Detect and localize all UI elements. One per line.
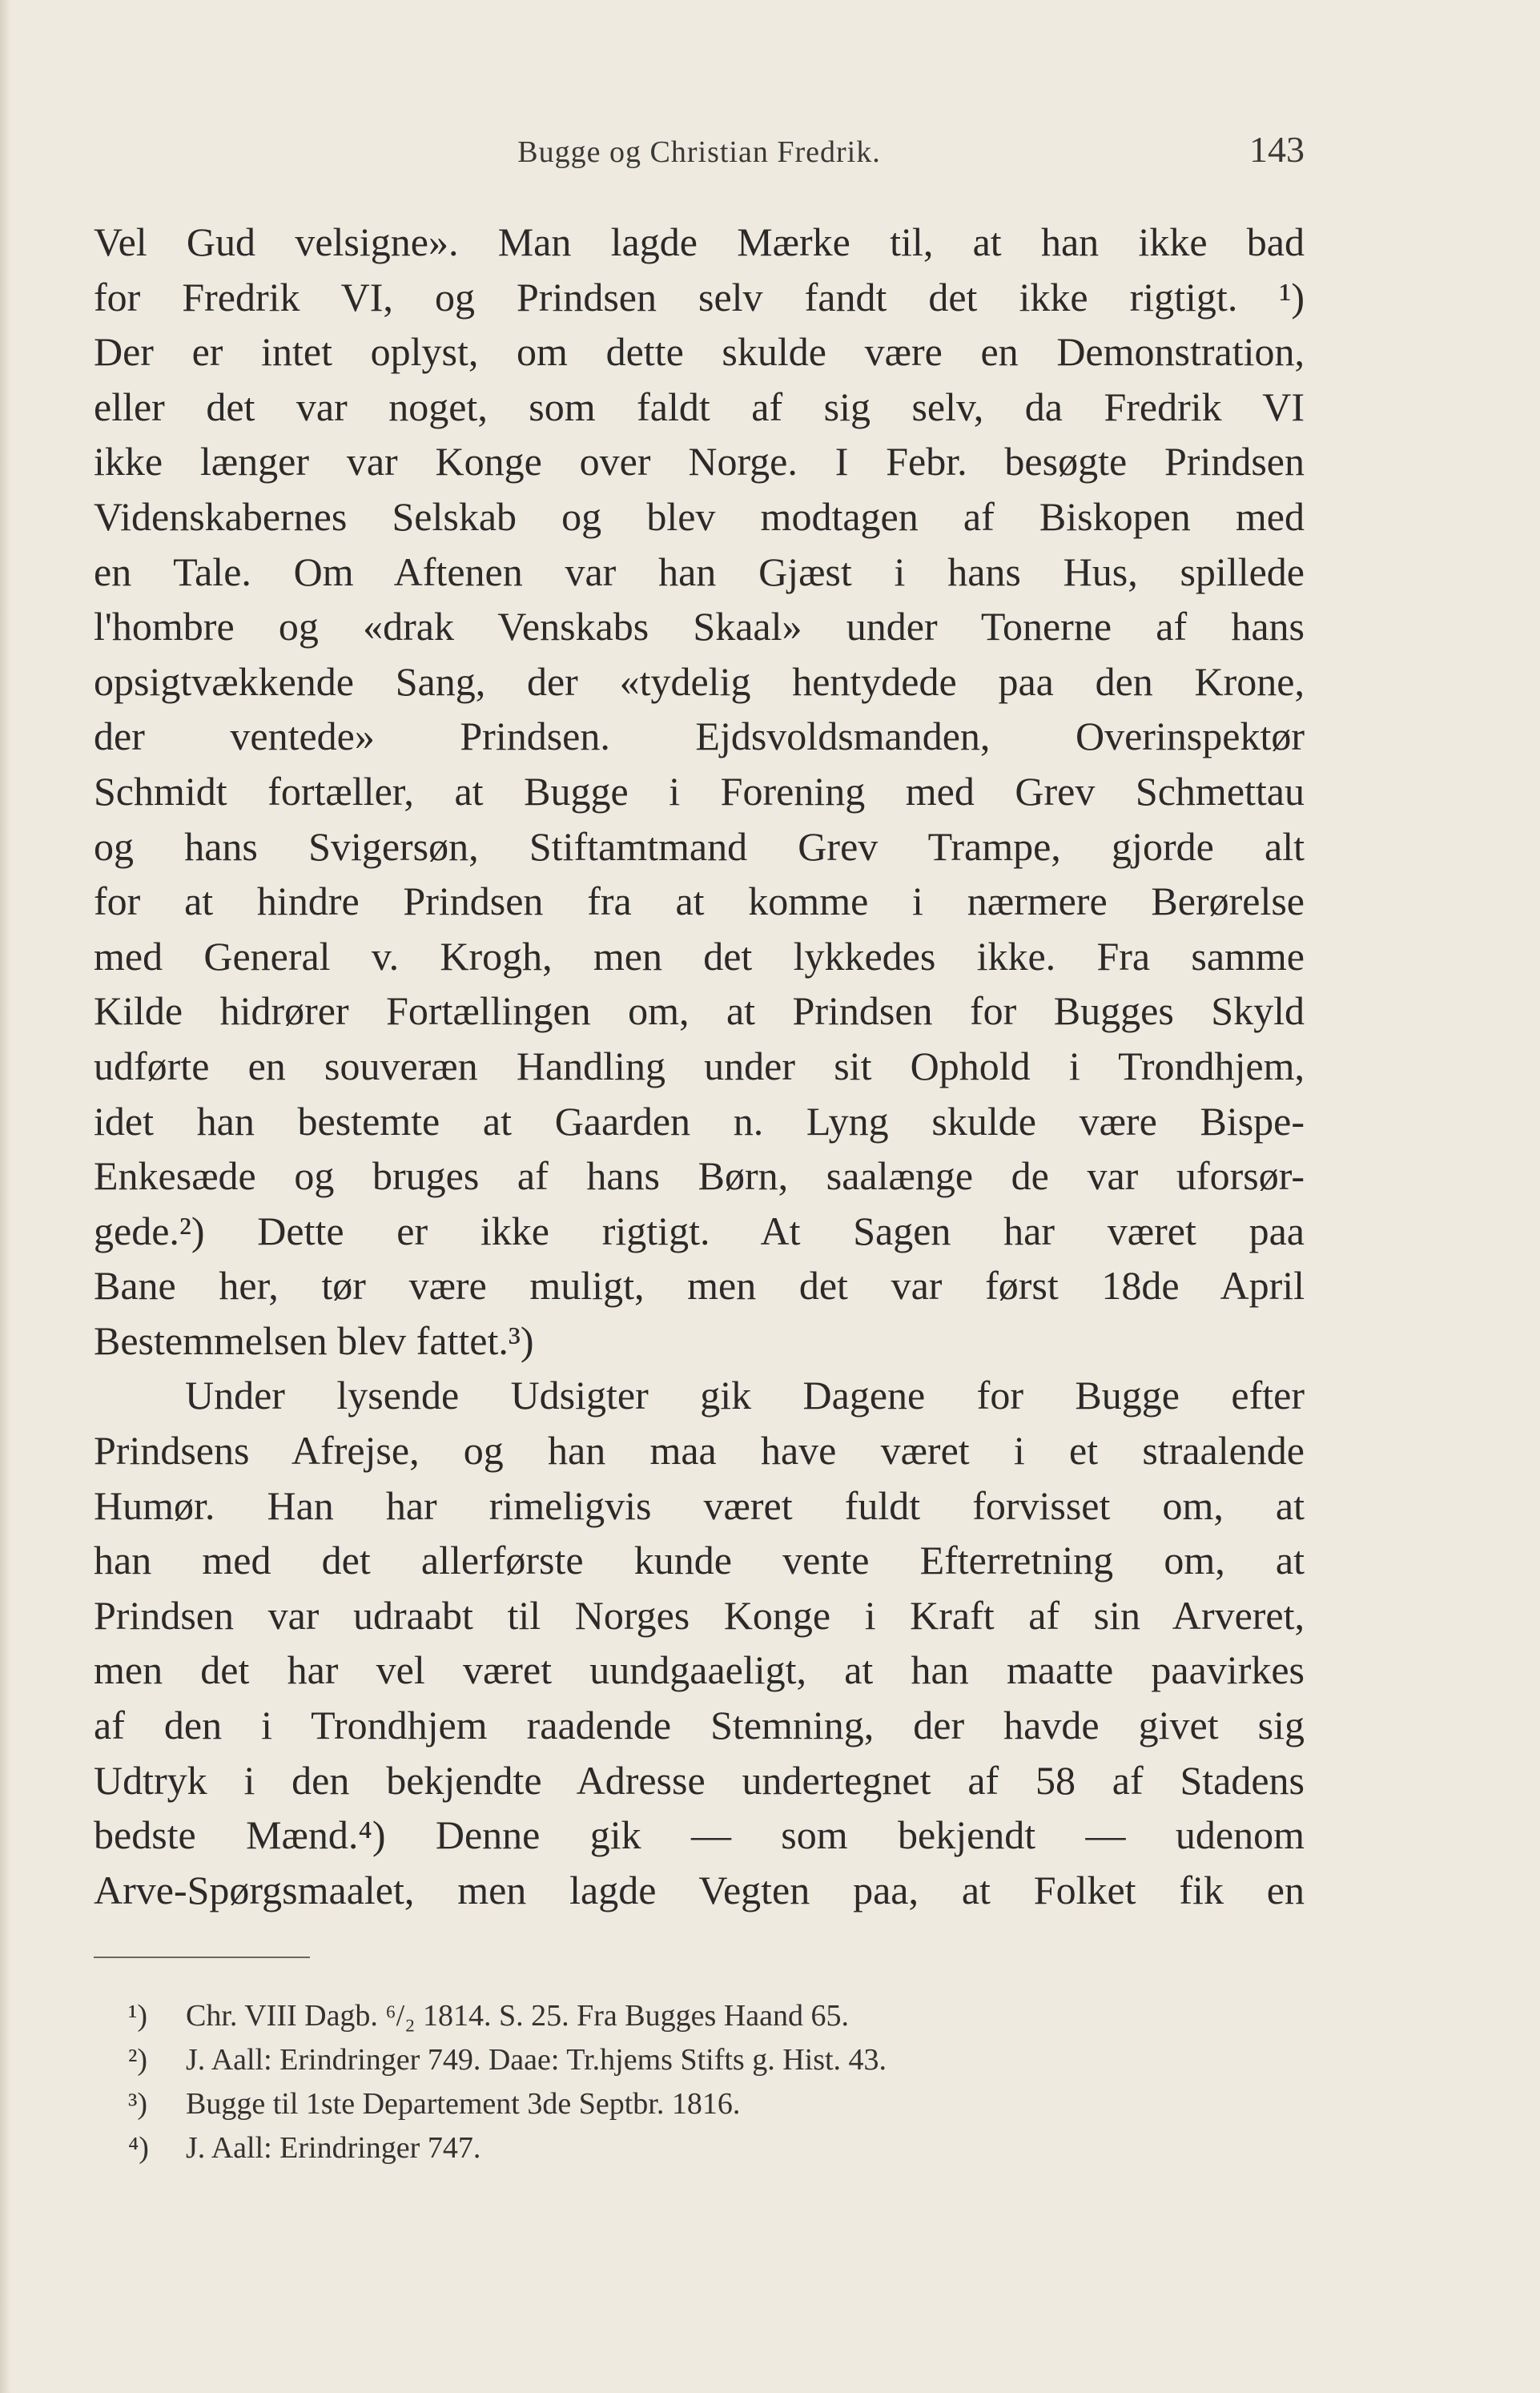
text-line: en Tale. Om Aftenen var han Gjæst i hans Hus, spillede <box>94 549 1305 594</box>
footnote-text: Chr. VIII Dagb. ⁶/₂ 1814. S. 25. Fra Bugges Haand 65. <box>186 1999 849 2033</box>
text-line: med General v. Krogh, men det lykkedes ikke. Fra samme <box>94 933 1305 979</box>
body-text <box>94 215 1305 1917</box>
footnote-text: J. Aall: Erindringer 749. Daae: Tr.hjems Stifts g. Hist. 43. <box>186 2043 887 2077</box>
footnote-text: J. Aall: Erindringer 747. <box>186 2131 481 2165</box>
text-line: gede.²) Dette er ikke rigtigt. At Sagen har været paa <box>94 1208 1305 1253</box>
text-line: Schmidt fortæller, at Bugge i Forening med Grev Schmettau <box>94 768 1305 814</box>
text-line: Prindsen var udraabt til Norges Konge i Kraft af sin Arveret, <box>94 1592 1305 1638</box>
text-line: opsigtvækkende Sang, der «tydelig hentydede paa den Krone, <box>94 658 1305 704</box>
page-header <box>94 128 1305 184</box>
footnote-marker: ¹) <box>128 1999 148 2033</box>
footnote <box>128 2126 1169 2170</box>
text-line: Enkesæde og bruges af hans Børn, saalænge de var uforsør- <box>94 1153 1305 1199</box>
footnote <box>128 2038 1169 2082</box>
text-line: ikke længer var Konge over Norge. I Febr. besøgte Prindsen <box>94 439 1305 485</box>
text-line: Videnskabernes Selskab og blev modtagen af Biskopen med <box>94 493 1305 539</box>
text-line: men det har vel været uundgaaeligt, at han maatte paavirkes <box>94 1647 1305 1693</box>
text-line: Udtryk i den bekjendte Adresse undertegnet af 58 af Stadens <box>94 1757 1305 1803</box>
page-number: 143 <box>1249 129 1305 170</box>
text-line: Der er intet oplyst, om dette skulde være en Demonstration, <box>94 329 1305 375</box>
page-binding-edge <box>0 0 11 2393</box>
footnote <box>128 2082 1169 2126</box>
text-line: eller det var noget, som faldt af sig selv, da Fredrik VI <box>94 384 1305 429</box>
text-line: af den i Trondhjem raadende Stemning, der havde givet sig <box>94 1703 1305 1748</box>
footnote-divider <box>94 1957 310 1958</box>
text-line: for at hindre Prindsen fra at komme i nærmere Berørelse <box>94 879 1305 924</box>
text-line: Kilde hidrører Fortællingen om, at Prindsen for Bugges Skyld <box>94 988 1305 1034</box>
footnote-marker: ³) <box>128 2087 148 2121</box>
text-line: bedste Mænd.⁴) Denne gik — som bekjendt — udenom <box>94 1812 1305 1858</box>
footnote-marker: ⁴) <box>128 2131 149 2165</box>
text-line: han med det allerførste kunde vente Efterretning om, at <box>94 1538 1305 1583</box>
text-line: udførte en souveræn Handling under sit Ophold i Trondhjem, <box>94 1043 1305 1088</box>
text-line: for Fredrik VI, og Prindsen selv fandt det ikke rigtigt. ¹) <box>94 274 1305 320</box>
text-line-paragraph-start: Under lysende Udsigter gik Dagene for Bugge efter <box>185 1373 1305 1418</box>
text-line-paragraph-end: Bestemmelsen blev fattet.³) <box>94 1317 534 1363</box>
text-line: l'hombre og «drak Venskabs Skaal» under Tonerne af hans <box>94 604 1305 650</box>
footnote-marker: ²) <box>128 2043 148 2077</box>
text-line: Prindsens Afrejse, og han maa have været i et straalende <box>94 1428 1305 1474</box>
text-line: idet han bestemte at Gaarden n. Lyng skulde være Bispe- <box>94 1098 1305 1144</box>
text-line: Arve-Spørgsmaalet, men lagde Vegten paa, at Folket fik en <box>94 1867 1305 1912</box>
text-line: og hans Svigersøn, Stiftamtmand Grev Trampe, gjorde alt <box>94 823 1305 869</box>
text-line: Humør. Han har rimeligvis været fuldt forvisset om, at <box>94 1482 1305 1528</box>
running-title: Bugge og Christian Fredrik. <box>517 135 881 169</box>
text-line: Bane her, tør være muligt, men det var først 18de April <box>94 1263 1305 1309</box>
text-line: Vel Gud velsigne». Man lagde Mærke til, at han ikke bad <box>94 219 1305 264</box>
text-line: der ventede» Prindsen. Ejdsvoldsmanden, Overinspektør <box>94 714 1305 759</box>
footnote-text: Bugge til 1ste Departement 3de Septbr. 1816. <box>186 2087 741 2121</box>
footnote <box>128 1994 1169 2038</box>
footnotes <box>128 1994 1169 2170</box>
